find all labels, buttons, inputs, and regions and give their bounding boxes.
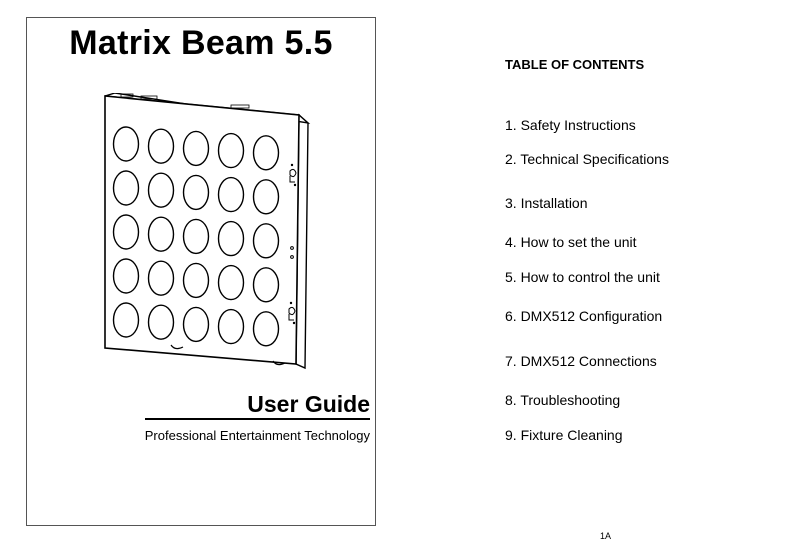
toc-item[interactable]: 8. Troubleshooting [505,392,621,408]
toc-item[interactable]: 6. DMX512 Configuration [505,308,663,324]
page-number: 1A [600,531,612,541]
user-guide-title: User Guide [247,391,370,417]
toc-item[interactable]: 9. Fixture Cleaning [505,427,623,443]
toc-item[interactable]: 3. Installation [505,195,588,211]
company-tagline: Professional Entertainment Technology [144,428,370,443]
cover-page [26,17,376,526]
toc-item[interactable]: 1. Safety Instructions [505,117,636,133]
toc-item[interactable]: 2. Technical Specifications [505,151,669,167]
toc-item[interactable]: 5. How to control the unit [505,269,660,285]
toc-item[interactable]: 4. How to set the unit [505,234,637,250]
product-title: Matrix Beam 5.5 [69,24,333,62]
toc-item[interactable]: 7. DMX512 Connections [505,353,657,369]
toc-heading: TABLE OF CONTENTS [505,57,645,72]
table-of-contents [505,0,795,558]
fixture-illustration [103,93,333,373]
title-divider [145,418,370,420]
